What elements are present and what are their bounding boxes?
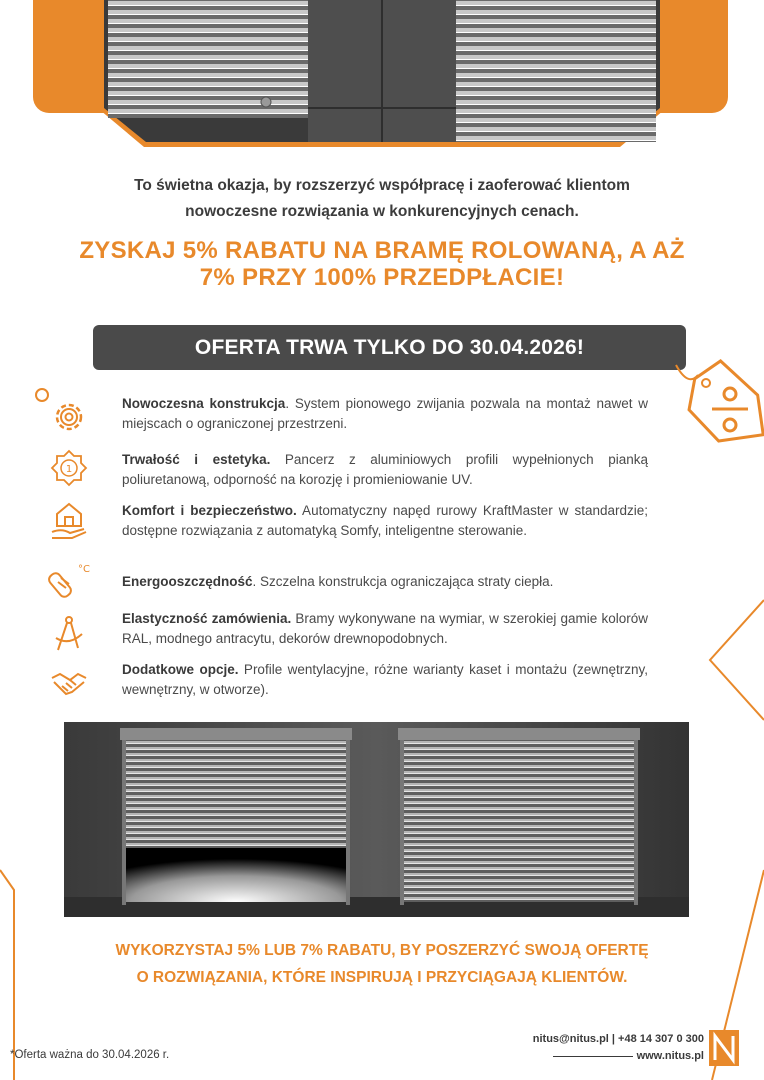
closing-text bbox=[0, 937, 764, 991]
contact-website[interactable] bbox=[533, 1048, 704, 1065]
feature-text: . Szczelna konstrukcja ograniczająca straty ciepła. bbox=[252, 574, 554, 589]
feature-title: Dodatkowe opcje. bbox=[122, 662, 239, 677]
feature-6 bbox=[122, 660, 648, 700]
svg-text:1: 1 bbox=[65, 464, 73, 475]
offer-bar-text: OFERTA TRWA TYLKO DO 30.04.2026! bbox=[194, 336, 585, 359]
feature-title: Nowoczesna konstrukcja bbox=[122, 396, 286, 411]
feature-text: Profile wentylacyjne, różne warianty kaset i montażu (zewnętrzny, wewnętrzny, w otworze). bbox=[122, 662, 648, 697]
intro-text bbox=[0, 173, 764, 225]
feature-title: Trwałość i estetyka. bbox=[122, 452, 271, 467]
feature-title: Komfort i bezpieczeństwo. bbox=[122, 503, 297, 518]
feature-title: Energooszczędność bbox=[122, 574, 253, 589]
footnote: *Oferta ważna do 30.04.2026 r. bbox=[10, 1049, 170, 1061]
energy-thermometer-icon bbox=[48, 558, 90, 600]
feature-text: Bramy wykonywane na wymiar, w szerokiej gamie kolorów RAL, modnego antracytu, dekorów drewnopodobnych. bbox=[122, 611, 648, 646]
intro-line-1: To świetna okazja, by rozszerzyć współpracę i zaoferować klientom bbox=[134, 177, 630, 194]
nitus-logo bbox=[709, 1030, 739, 1066]
discount-tag-icon bbox=[668, 345, 764, 455]
closing-line-2: O ROZWIĄZANIA, KTÓRE INSPIRUJĄ I PRZYCIĄGAJĄ KLIENTÓW. bbox=[136, 969, 628, 986]
svg-text:°C: °C bbox=[78, 564, 90, 575]
headline-line-2: 7% PRZY 100% PRZEDPŁACIE! bbox=[199, 264, 565, 291]
headline-line-1: ZYSKAJ 5% RABATU NA BRAMĘ ROLOWANĄ, A AŻ bbox=[79, 237, 685, 264]
website-link[interactable]: www.nitus.pl bbox=[636, 1050, 704, 1062]
feature-5 bbox=[122, 609, 648, 649]
feature-4 bbox=[122, 572, 648, 592]
intro-line-2: nowoczesne rozwiązania w konkurencyjnych cenach. bbox=[185, 203, 579, 220]
contact-email-phone[interactable]: nitus@nitus.pl | +48 14 307 0 300 bbox=[532, 1033, 704, 1045]
hero-gate-photo bbox=[100, 0, 664, 147]
closing-line-1: WYKORZYSTAJ 5% LUB 7% RABATU, BY POSZERZYĆ SWOJĄ OFERTĘ bbox=[115, 942, 649, 959]
home-hand-icon bbox=[48, 500, 90, 542]
feature-1 bbox=[122, 394, 648, 434]
feature-title: Elastyczność zamówienia. bbox=[122, 611, 292, 626]
handshake-icon bbox=[48, 662, 90, 704]
headline bbox=[20, 237, 744, 291]
award-badge-icon bbox=[48, 448, 90, 490]
feature-text: Automatyczny napęd rurowy KraftMaster w standardzie; dostępne rozwiązania z automatyką Somfy, inteligentne sterowanie. bbox=[122, 503, 648, 538]
contact-info bbox=[533, 1031, 704, 1065]
compass-icon bbox=[48, 612, 90, 654]
gates-photo bbox=[64, 722, 689, 917]
feature-text: Pancerz z aluminiowych profili wypełnionych pianką poliuretanową, odporność na korozję i promieniowanie UV. bbox=[122, 452, 648, 487]
feature-2 bbox=[122, 450, 648, 490]
feature-text: . System pionowego zwijania pozwala na montaż nawet w miejscach o ograniczonej przestrzeni. bbox=[122, 396, 648, 431]
feature-3 bbox=[122, 501, 648, 541]
gear-icon bbox=[48, 396, 90, 438]
